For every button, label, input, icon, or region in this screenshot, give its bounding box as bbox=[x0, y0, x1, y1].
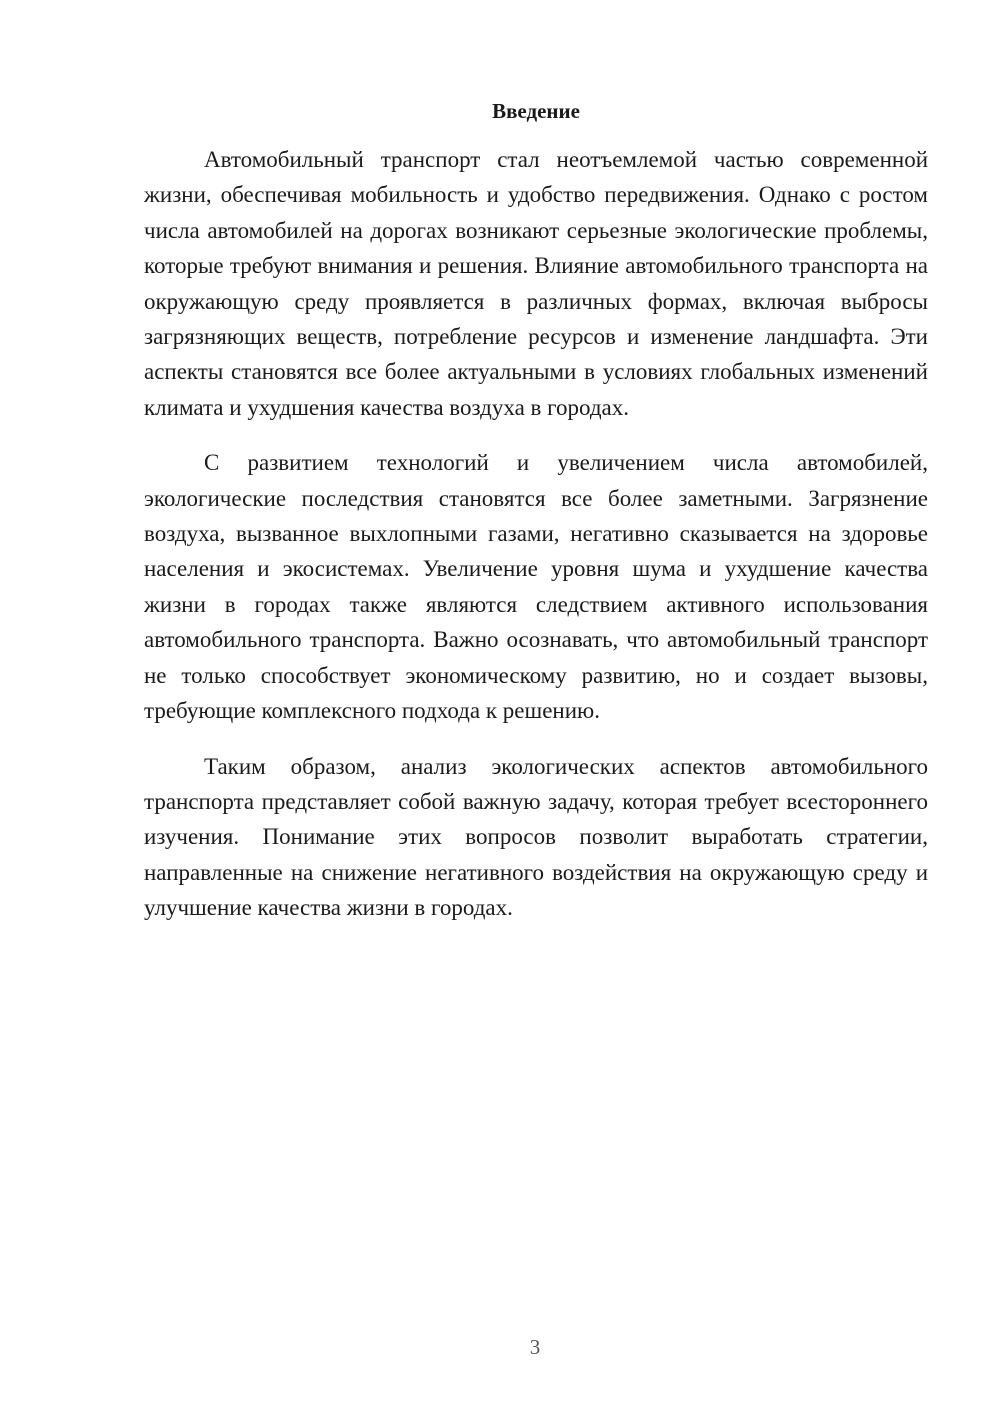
paragraph-2: С развитием технологий и увеличением числа автомобилей, экологические последствия становятся все более заметными. Загрязнение воздуха, вызванное выхлопными газами, негативно сказывается на здоровье населения и экосистемах. Увеличение уровня шума и ухудшение качества жизни в городах также являются следствием активного использования автомобильного транспорта. Важно осознавать, что автомобильный транспорт не только способствует экономическому развитию, но и создает вызовы, требующие комплексного подхода к решению. bbox=[144, 450, 928, 724]
page-number: 3 bbox=[529, 1335, 541, 1359]
section-title: Введение bbox=[492, 99, 580, 123]
paragraph-3: Таким образом, анализ экологических аспектов автомобильного транспорта представляет собой важную задачу, которая требует всестороннего изучения. Понимание этих вопросов позволит выработать стратегии, направленные на снижение негативного воздействия на окружающую среду и улучшение качества жизни в городах. bbox=[144, 753, 928, 921]
body-text bbox=[144, 142, 928, 946]
paragraph-1: Автомобильный транспорт стал неотъемлемой частью современной жизни, обеспечивая мобильность и удобство передвижения. Однако с ростом числа автомобилей на дорогах возникают серьезные экологические проблемы, которые требуют внимания и решения. Влияние автомобильного транспорта на окружающую среду проявляется в различных формах, включая выбросы загрязняющих веществ, потребление ресурсов и изменение ландшафта. Эти аспекты становятся все более актуальными в условиях глобальных изменений климата и ухудшения качества воздуха в городах. bbox=[144, 147, 928, 420]
